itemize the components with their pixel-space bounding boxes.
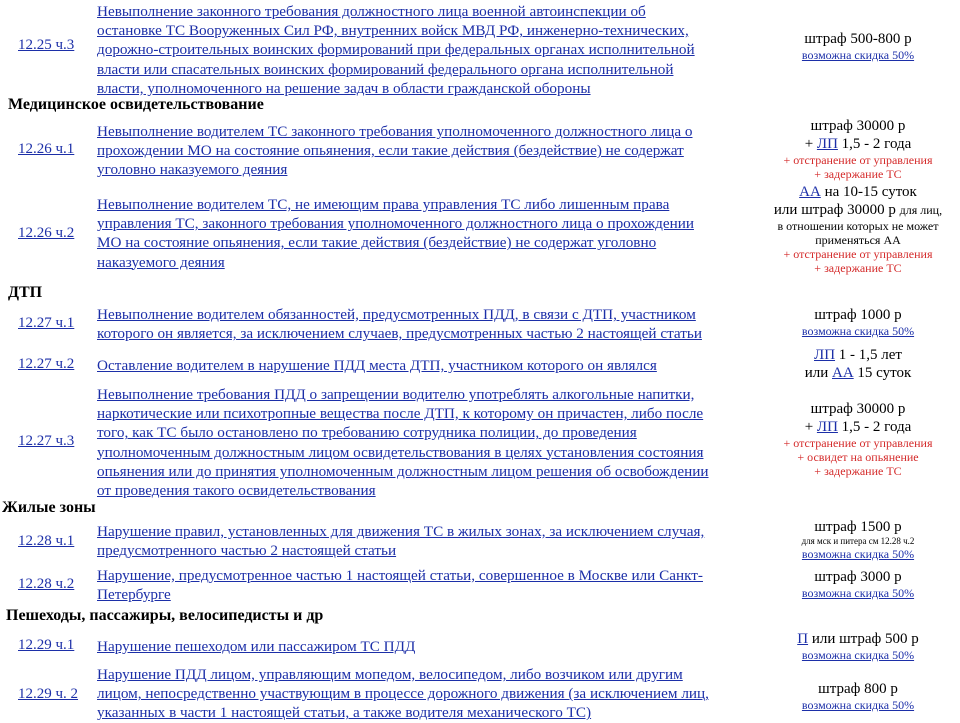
desc-line[interactable]: остановке ТС Вооруженных Сил РФ, внутренних войск МВД РФ, инженерно-технических,	[97, 22, 689, 40]
desc-line[interactable]: Нарушение правил, установленных для движения ТС в жилых зонах, за исключением случая,	[97, 523, 705, 540]
fine-text: или штраф 30000 р	[773, 202, 896, 218]
penalty	[758, 400, 958, 478]
penalty	[758, 518, 958, 561]
desc-line[interactable]: Нарушение, предусмотренное частью 1 настоящей статьи, совершенное в Москве или Санкт-	[97, 567, 703, 584]
term-text: 1 - 1,5 лет	[838, 347, 902, 363]
desc-line[interactable]: Петербурге	[97, 586, 171, 604]
fine-text: штраф 3000 р	[814, 569, 902, 585]
desc-line[interactable]: Нарушение пешеходом или пассажиром ТС ПДД	[97, 638, 416, 655]
article-link[interactable]: 12.27 ч.2	[18, 356, 75, 372]
fine-note: применяться АА	[815, 233, 901, 247]
offense-description[interactable]	[97, 2, 757, 98]
extra-measure: + освидет на опьянение	[797, 450, 919, 464]
license-deprivation	[758, 346, 958, 364]
fine-text: штраф 1500 р	[814, 519, 902, 535]
desc-line[interactable]: МО на состояние опьянения, если такие действия (бездействие) не содержат уголовно	[97, 234, 657, 252]
article-link[interactable]: 12.26 ч.2	[18, 225, 75, 241]
article-link[interactable]: 12.29 ч. 2	[18, 686, 79, 702]
desc-line[interactable]: опьянения или до принятия уполномоченным должностным лицом решения об освобождении	[97, 462, 709, 480]
plus-sign: +	[804, 419, 814, 435]
desc-line[interactable]: указанных в части 1 настоящей статьи, а также водителя механического ТС)	[97, 704, 592, 722]
desc-line[interactable]: власти или спасательных воинских формирований федерального органа исполнительной	[97, 60, 674, 78]
article-link[interactable]: 12.26 ч.1	[18, 141, 75, 157]
term-text: 1,5 - 2 года	[841, 136, 912, 152]
fine-text: штраф 30000 р	[810, 118, 906, 134]
fine-text: или штраф 500 р	[811, 631, 919, 647]
desc-line[interactable]: прохождении МО на состояние опьянения, если такие действия (бездействие) не содержат	[97, 142, 684, 160]
lp-link[interactable]: ЛП	[816, 136, 838, 152]
desc-line[interactable]: дорожно-строительных воинских формирований при федеральных органах исполнительной	[97, 41, 695, 59]
article-link[interactable]: 12.27 ч.1	[18, 315, 75, 331]
offense-description[interactable]	[97, 356, 757, 375]
alt-fine	[758, 201, 958, 219]
desc-line[interactable]: Нарушение ПДД лицом, управляющим мопедом, велосипедом, либо возчиком или другим	[97, 666, 683, 683]
extra-measure: + отстранение от управления	[783, 153, 933, 167]
penalty	[758, 680, 958, 712]
article-link[interactable]: 12.28 ч.1	[18, 533, 75, 549]
fine-text: штраф 1000 р	[814, 307, 902, 323]
discount-link[interactable]: возможна скидка 50%	[801, 547, 915, 561]
aa-link[interactable]: АА	[799, 184, 821, 200]
fine-line	[758, 630, 958, 648]
discount-link[interactable]: возможна скидка 50%	[801, 586, 915, 600]
offense-description[interactable]	[97, 195, 757, 272]
fine-text: штраф 500-800 р	[804, 31, 912, 47]
desc-line[interactable]: Невыполнение водителем ТС законного требования уполномоченного должностного лица о	[97, 123, 693, 140]
desc-line[interactable]: Невыполнение законного требования должностного лица военной автоинспекции об	[97, 3, 646, 20]
offense-description[interactable]	[97, 665, 757, 723]
desc-line[interactable]: от проведения такого освидетельствования	[97, 482, 376, 500]
offense-description[interactable]	[97, 305, 757, 343]
section-heading-medical: Медицинское освидетельствование	[8, 96, 264, 113]
extra-measure: + задержание ТС	[814, 167, 902, 181]
fine-note: для мск и питера см 12.28 ч.2	[801, 536, 915, 546]
arrest	[758, 364, 958, 382]
lp-link[interactable]: ЛП	[816, 419, 838, 435]
offense-description[interactable]	[97, 637, 757, 656]
penalty	[758, 568, 958, 600]
desc-line[interactable]: Невыполнение водителем обязанностей, предусмотренных ПДД, в связи с ДТП, участником	[97, 306, 696, 323]
term-text: на 10-15 суток	[824, 184, 917, 200]
desc-line[interactable]: наркотические или психотропные вещества после ДТП, к которому он причастен, либо после	[97, 405, 704, 423]
desc-line[interactable]: того, как ТС было остановлено по требованию сотрудника полиции, до проведения	[97, 424, 637, 442]
offense-description[interactable]	[97, 385, 757, 500]
article-link[interactable]: 12.25 ч.3	[18, 37, 75, 53]
desc-line[interactable]: власти, уполномоченного на решение задач в области гражданской обороны	[97, 79, 591, 97]
term-text: 15 суток	[857, 365, 912, 381]
arrest	[758, 183, 958, 201]
license-deprivation	[758, 135, 958, 153]
lp-link[interactable]: ЛП	[814, 347, 836, 363]
plus-sign: +	[804, 136, 814, 152]
extra-measure: + отстранение от управления	[783, 247, 933, 261]
offense-description[interactable]	[97, 122, 757, 180]
penalty	[758, 183, 958, 275]
article-link[interactable]: 12.29 ч.1	[18, 637, 75, 653]
fine-text: штраф 800 р	[818, 681, 898, 697]
p-link[interactable]: П	[797, 631, 809, 647]
section-heading-dtp: ДТП	[8, 284, 43, 301]
section-heading-living: Жилые зоны	[2, 499, 96, 516]
penalty	[758, 30, 958, 62]
term-text: 1,5 - 2 года	[841, 419, 912, 435]
aa-link[interactable]: АА	[832, 365, 854, 381]
extra-measure: + отстранение от управления	[783, 436, 933, 450]
penalty	[758, 306, 958, 338]
discount-link[interactable]: возможна скидка 50%	[801, 648, 915, 662]
article-link[interactable]: 12.28 ч.2	[18, 576, 75, 592]
penalty	[758, 630, 958, 662]
discount-link[interactable]: возможна скидка 50%	[801, 698, 915, 712]
discount-link[interactable]: возможна скидка 50%	[801, 48, 915, 62]
desc-line[interactable]: лицом, непосредственно участвующим в процессе дорожного движения (за исключением лиц,	[97, 685, 709, 703]
desc-line[interactable]: Невыполнение требования ПДД о запрещении водителю употреблять алкогольные напитки,	[97, 386, 695, 403]
desc-line[interactable]: управления ТС, законного требования уполномоченного должностного лица о прохождении	[97, 215, 694, 233]
fine-note: в отношении которых не может	[777, 219, 939, 233]
extra-measure: + задержание ТС	[814, 261, 902, 275]
section-heading-pedestrians: Пешеходы, пассажиры, велосипедисты и др	[6, 607, 324, 624]
license-deprivation	[758, 418, 958, 436]
desc-line[interactable]: которого он является, за исключением случаев, предусмотренных частью 2 настоящей статьи	[97, 325, 702, 343]
or-text: или	[804, 365, 829, 381]
desc-line[interactable]: наказуемого деяния	[97, 253, 225, 271]
desc-line[interactable]: Невыполнение водителем ТС, не имеющим права управления ТС либо лишенным права	[97, 196, 670, 213]
offense-description[interactable]	[97, 522, 757, 560]
desc-line[interactable]: предусмотренного частью 2 настоящей статьи	[97, 542, 397, 560]
penalty	[758, 346, 958, 382]
article-link[interactable]: 12.27 ч.3	[18, 433, 75, 449]
penalty	[758, 117, 958, 181]
extra-measure: + задержание ТС	[814, 464, 902, 478]
offense-description[interactable]	[97, 566, 757, 604]
fine-note: для лиц,	[899, 203, 943, 217]
fine-text: штраф 30000 р	[810, 401, 906, 417]
desc-line[interactable]: уполномоченным должностным лицом освидетельствования в целях установления состояния	[97, 443, 704, 461]
discount-link[interactable]: возможна скидка 50%	[801, 324, 915, 338]
desc-line[interactable]: уголовно наказуемого деяния	[97, 161, 288, 179]
desc-line[interactable]: Оставление водителем в нарушение ПДД места ДТП, участником которого он являлся	[97, 357, 657, 374]
